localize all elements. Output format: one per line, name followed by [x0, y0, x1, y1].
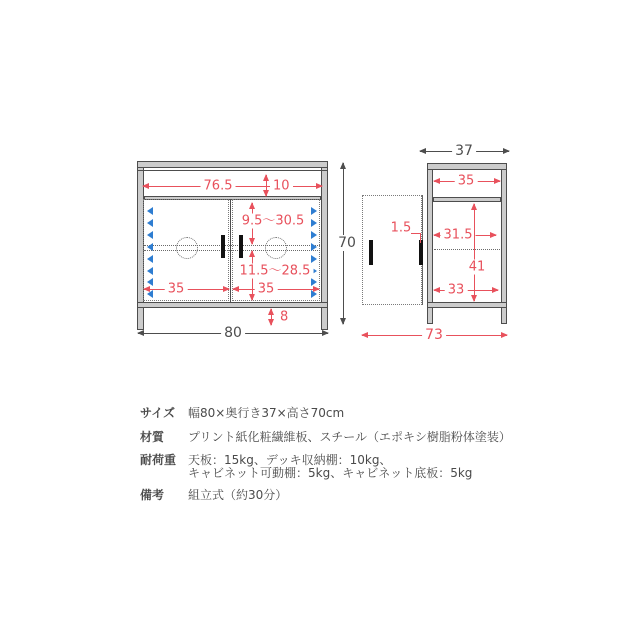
door-thickness-callout-v — [420, 233, 421, 243]
front-shelf-dotted-line-lower — [144, 250, 320, 251]
side-bottom-panel — [427, 302, 507, 308]
spec-note-value: 組立式（約30分） — [188, 488, 288, 502]
shelf-pin-icon — [311, 219, 317, 227]
dim-label-upper-shelf-range: 9.5〜30.5 — [239, 214, 308, 229]
dim-label-total-depth-door-open: 73 — [422, 327, 446, 343]
shelf-pin-icon — [311, 231, 317, 239]
dim-label-bottom-clearance: 8 — [277, 310, 291, 325]
shelf-pin-icon — [147, 267, 153, 275]
dim-line-interior-height — [474, 204, 475, 301]
door-thickness-callout-h — [411, 233, 420, 234]
side-deck-shelf — [433, 197, 501, 202]
dim-line-top-shelf-height — [266, 175, 267, 196]
shelf-pin-icon — [311, 255, 317, 263]
side-open-door-handle — [369, 240, 373, 265]
side-shelf-dotted-line — [434, 249, 500, 250]
front-right-cable-hole — [265, 237, 287, 259]
shelf-pin-icon — [147, 255, 153, 263]
dim-label-interior-height: 41 — [466, 260, 489, 275]
spec-note-label: 備考 — [140, 488, 165, 502]
dim-label-top-shelf-depth: 35 — [455, 174, 478, 189]
dim-label-depth: 37 — [452, 143, 476, 159]
side-left-leg — [427, 163, 433, 324]
shelf-pin-icon — [147, 207, 153, 215]
front-right-door-handle — [239, 235, 243, 258]
shelf-pin-icon — [147, 219, 153, 227]
shelf-pin-icon — [147, 278, 153, 286]
dim-label-total-height: 70 — [335, 235, 359, 251]
dim-line-bottom-clearance — [271, 309, 272, 325]
side-top-panel — [427, 163, 507, 170]
dim-label-interior-depth: 31.5 — [441, 228, 476, 243]
dim-label-top-shelf-width: 76.5 — [201, 179, 236, 194]
dim-label-total-width: 80 — [221, 325, 245, 341]
dim-label-left-door-width: 35 — [165, 282, 188, 297]
shelf-pin-icon — [311, 243, 317, 251]
dim-label-bottom-shelf-depth: 33 — [445, 283, 468, 298]
front-left-cable-hole — [176, 237, 198, 259]
spec-load-value-line2: キャビネット可動棚：5kg、キャビネット底板：5kg — [188, 466, 473, 480]
spec-material-value: プリント紙化粧繊維板、スチール（エポキシ樹脂粉体塗装） — [188, 430, 511, 444]
spec-size-label: サイズ — [140, 406, 176, 420]
dim-label-door-thickness: 1.5 — [388, 221, 415, 236]
spec-material-label: 材質 — [140, 430, 165, 444]
shelf-pin-icon — [147, 243, 153, 251]
front-left-door-handle — [221, 235, 225, 258]
front-center-divider — [230, 200, 231, 302]
spec-load-value-line1: 天板：15kg、デッキ収納棚：10kg、 — [188, 453, 392, 467]
front-top-panel — [137, 161, 328, 168]
front-bottom-panel — [137, 302, 328, 308]
front-top-panel-lip — [137, 170, 328, 171]
shelf-pin-icon — [311, 207, 317, 215]
shelf-pin-icon — [147, 231, 153, 239]
shelf-pin-icon — [311, 278, 317, 286]
side-right-leg — [501, 163, 507, 324]
dim-label-lower-shelf-range: 11.5〜28.5 — [237, 264, 314, 279]
spec-load-label: 耐荷重 — [140, 453, 177, 467]
dim-label-right-door-width: 35 — [255, 282, 278, 297]
dim-label-top-shelf-height: 10 — [270, 179, 293, 194]
side-door-panel-edge — [419, 240, 423, 265]
front-shelf-dotted-line-upper — [144, 245, 320, 246]
spec-size-value: 幅80×奥行き37×高さ70cm — [188, 406, 345, 420]
